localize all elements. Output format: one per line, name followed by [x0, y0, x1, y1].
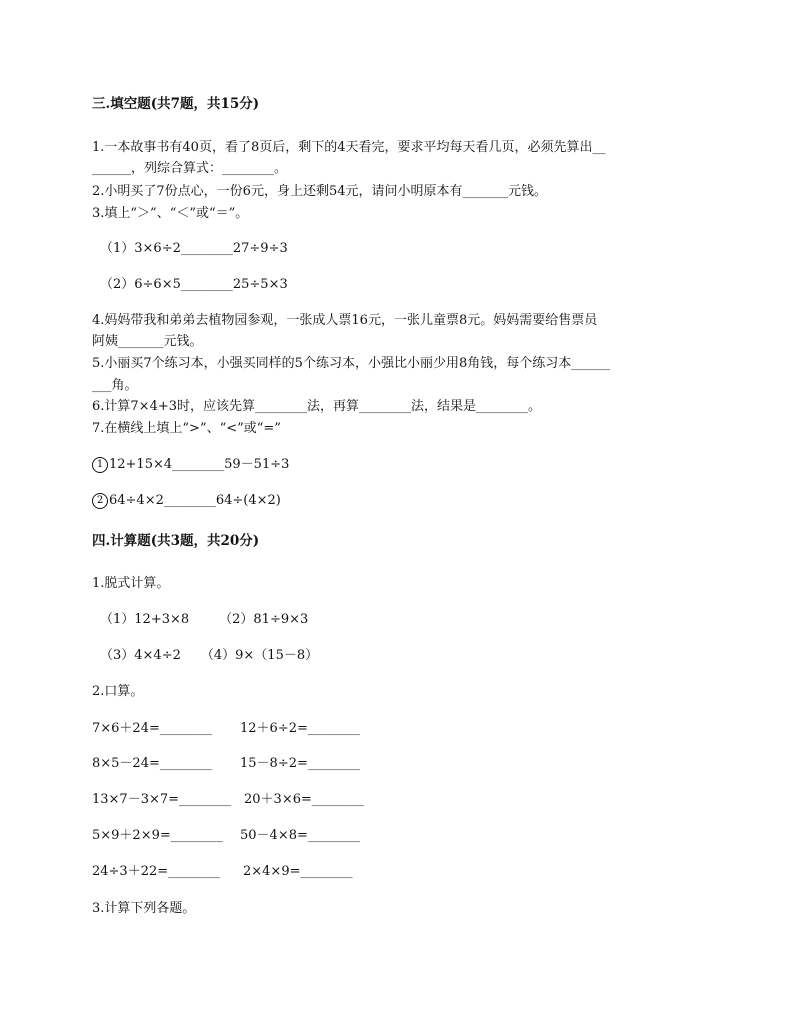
oral-row-1-b: 12＋6÷2=________ [240, 721, 360, 736]
oral-row-1-a: 7×6＋24=________ [92, 721, 212, 736]
oral-row-4-a: 5×9＋2×9=________ [92, 828, 223, 843]
circled-number: 2 [92, 493, 108, 509]
question-5-line1: 5.小丽买7个练习本，小强买同样的5个练习本，小强比小丽少用8角钱，每个练习本______ [92, 356, 611, 371]
question-7-item-2-text: 64÷4×2________64÷(4×2) [109, 493, 281, 508]
circled-number: 1 [92, 457, 108, 473]
question-7-item-2 [92, 492, 281, 510]
calc-question-1: 1.脱式计算。 [92, 576, 170, 591]
oral-row-2-a: 8×5－24=________ [92, 756, 212, 771]
calc-q1-row-1 [100, 611, 308, 629]
question-5-line2: ___角。 [92, 378, 138, 393]
oral-row-3-a: 13×7－3×7=________ [92, 792, 232, 807]
oral-row-5-b: 2×4×9=________ [243, 864, 353, 879]
question-7: 7.在横线上填上“>”、“<”或“=” [92, 421, 281, 436]
question-6: 6.计算7×4+3时，应该先算________法，再算________法，结果是________。 [92, 399, 542, 414]
question-1-line2: ______，列综合算式：________。 [92, 161, 288, 176]
question-2: 2.小明买了7份点心，一份6元，身上还剩54元，请问小明原本有_______元钱。 [92, 184, 547, 199]
calc-q1-item-3: （3）4×4÷2 [100, 648, 181, 663]
calc-q1-item-2: （2）81÷9×3 [219, 612, 309, 627]
question-4-line1: 4.妈妈带我和弟弟去植物园参观，一张成人票16元，一张儿童票8元。妈妈需要给售票员 [92, 313, 598, 328]
question-7-item-1 [92, 456, 289, 474]
question-3-item-1: （1）3×6÷2________27÷9÷3 [100, 241, 288, 256]
question-1-line1: 1.一本故事书有40页，看了8页后，剩下的4天看完，要求平均每天看几页，必须先算出__ [92, 140, 606, 155]
oral-row-5-a: 24÷3＋22=________ [92, 864, 221, 879]
oral-row-2-b: 15－8÷2=________ [240, 756, 360, 771]
calc-q1-item-4: （4）9×（15－8） [200, 648, 319, 663]
question-3-item-2: （2）6÷6×5________25÷5×3 [100, 277, 288, 292]
section4-heading: 四.计算题(共3题，共20分) [92, 533, 260, 549]
oral-row-3-b: 20＋3×6=________ [244, 792, 364, 807]
question-7-item-1-text: 12+15×4________59－51÷3 [109, 457, 290, 472]
question-4-line2: 阿姨_______元钱。 [92, 334, 203, 349]
question-3: 3.填上“＞”、“＜”或“＝”。 [92, 206, 249, 221]
calc-q1-item-1: （1）12+3×8 [100, 612, 190, 627]
oral-row-4-b: 50－4×8=________ [240, 828, 360, 843]
section3-heading: 三.填空题(共7题，共15分) [92, 96, 260, 112]
calc-q1-row-2 [100, 647, 318, 665]
calc-question-2: 2.口算。 [92, 684, 144, 699]
calc-question-3: 3.计算下列各题。 [92, 901, 196, 916]
